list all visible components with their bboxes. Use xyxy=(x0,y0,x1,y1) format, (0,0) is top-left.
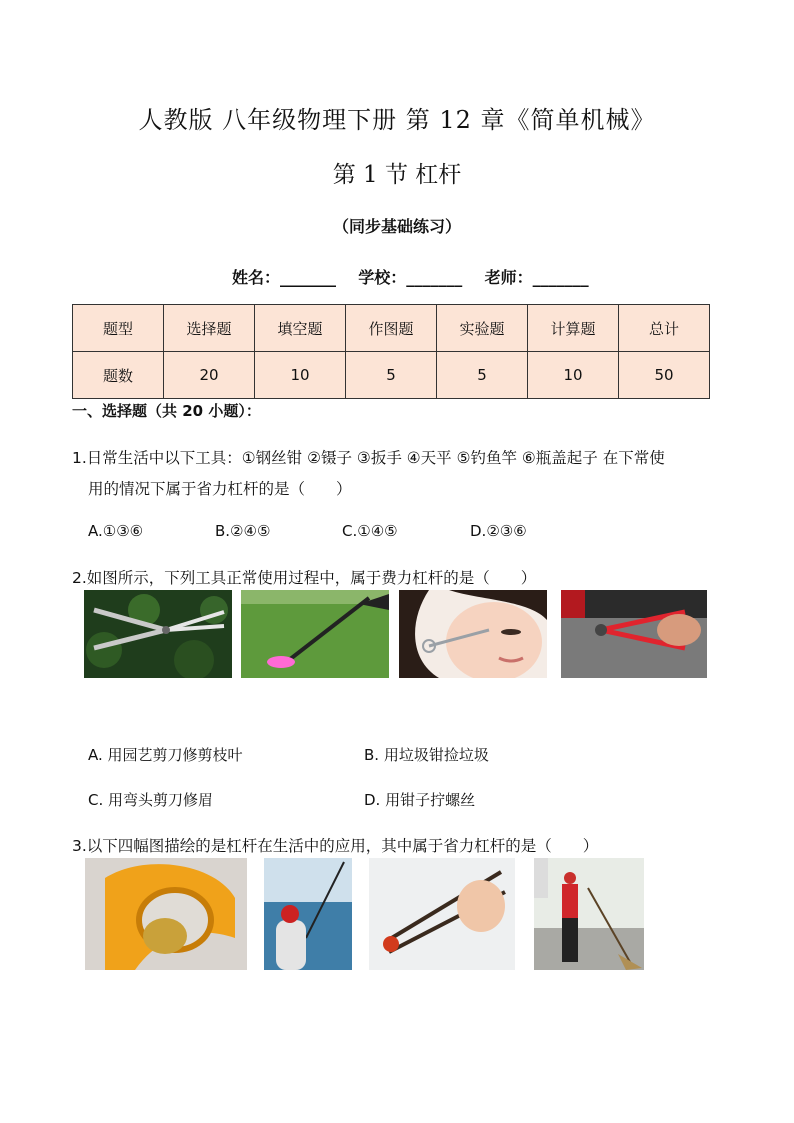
eyebrow-scissors-photo xyxy=(399,590,547,678)
table-header-cell: 计算题 xyxy=(528,305,619,352)
table-cell: 10 xyxy=(255,352,346,399)
table-cell: 10 xyxy=(528,352,619,399)
table-header-cell: 总计 xyxy=(619,305,710,352)
table-cell: 5 xyxy=(437,352,528,399)
question-stats-table xyxy=(72,304,710,399)
practice-tag: （同步基础练习） xyxy=(332,217,461,236)
garden-shears-photo xyxy=(84,590,232,678)
question-3-stem: 3.以下四幅图描绘的是杠杆在生活中的应用，其中属于省力杠杆的是（ ） xyxy=(72,837,599,855)
question-1-option-b: B.②④⑤ xyxy=(215,522,271,540)
trash-picker-photo xyxy=(241,590,389,678)
question-1-line-2: 用的情况下属于省力杠杆的是（ ） xyxy=(88,480,352,498)
broom-sweeper-photo xyxy=(534,858,644,970)
table-header-cell: 题型 xyxy=(73,305,164,352)
question-1-option-c: C.①④⑤ xyxy=(342,522,398,540)
fishing-rod-photo xyxy=(264,858,352,970)
table-header-cell: 作图题 xyxy=(346,305,437,352)
question-2-option-b: B. 用垃圾钳捡垃圾 xyxy=(364,746,489,764)
student-info-line: 姓名：_______ 学校：_______ 老师：_______ xyxy=(232,268,589,287)
bottle-opener-photo xyxy=(85,858,247,970)
table-row xyxy=(73,305,710,352)
question-2-option-d: D. 用钳子拧螺丝 xyxy=(364,791,476,809)
pliers-photo xyxy=(561,590,707,678)
table-cell: 50 xyxy=(619,352,710,399)
chopsticks-photo xyxy=(369,858,515,970)
section-heading: 一、选择题（共 20 小题）： xyxy=(72,402,261,420)
table-cell: 题数 xyxy=(73,352,164,399)
section-subtitle: 第 1 节 杠杆 xyxy=(332,162,462,188)
table-cell: 5 xyxy=(346,352,437,399)
question-1-option-d: D.②③⑥ xyxy=(470,522,527,540)
table-header-cell: 选择题 xyxy=(164,305,255,352)
question-2-option-a: A. 用园艺剪刀修剪枝叶 xyxy=(88,746,243,764)
question-2-option-c: C. 用弯头剪刀修眉 xyxy=(88,791,214,809)
question-1-line-1: 1.日常生活中以下工具：①钢丝钳 ②镊子 ③扳手 ④天平 ⑤钓鱼竿 ⑥瓶盖起子 在下常使 xyxy=(72,449,665,467)
question-2-stem: 2.如图所示，下列工具正常使用过程中，属于费力杠杆的是（ ） xyxy=(72,569,537,587)
table-header-cell: 实验题 xyxy=(437,305,528,352)
table-cell: 20 xyxy=(164,352,255,399)
table-header-cell: 填空题 xyxy=(255,305,346,352)
table-row xyxy=(73,352,710,399)
question-1-option-a: A.①③⑥ xyxy=(88,522,144,540)
document-title: 人教版 八年级物理下册 第 12 章《简单机械》 xyxy=(138,106,656,134)
